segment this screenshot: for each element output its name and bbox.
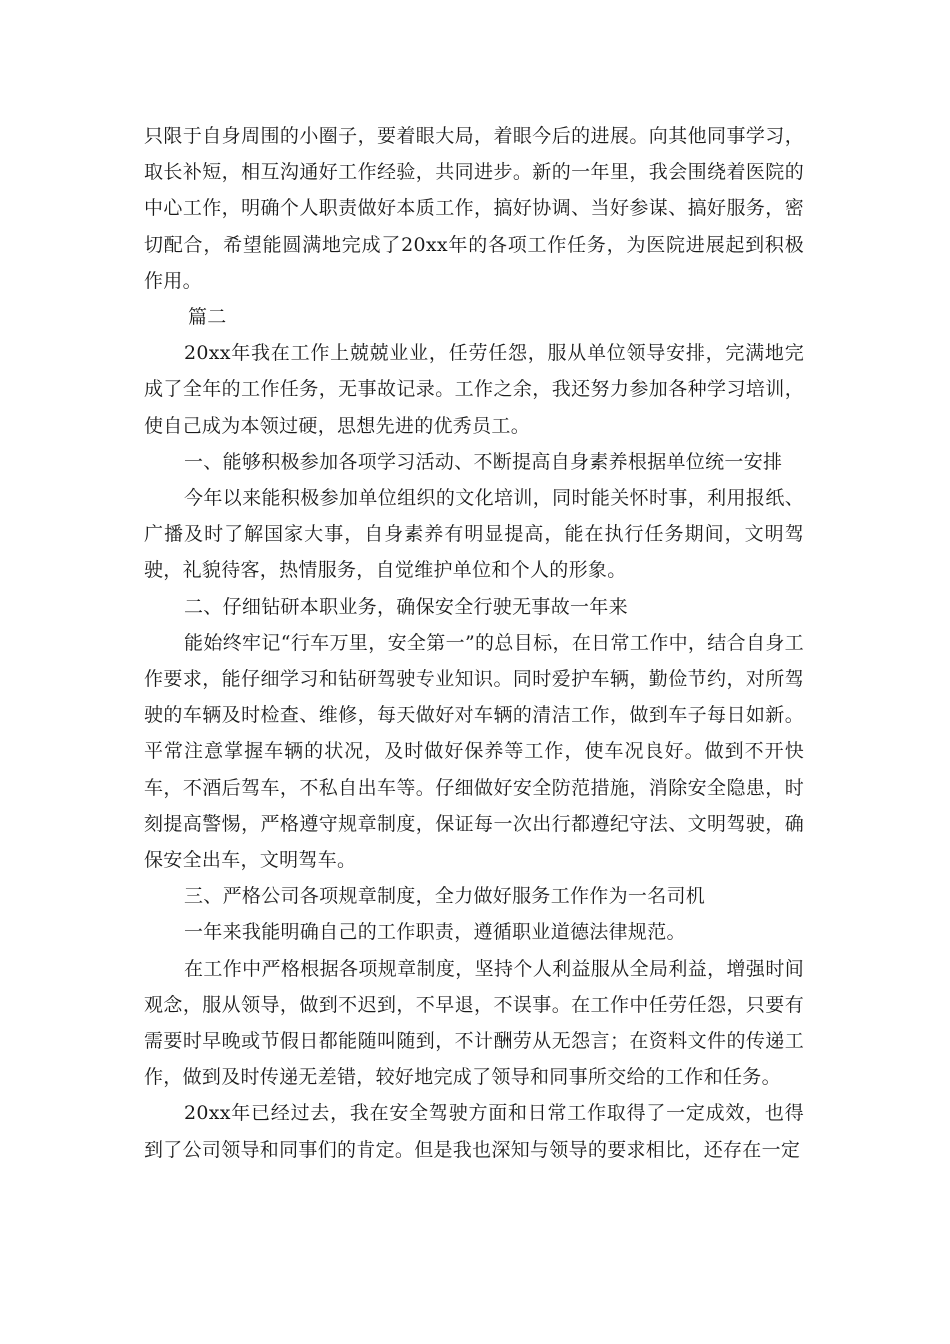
paragraph-safety: 能始终牢记“行车万里，安全第一”的总目标，在日常工作中，结合自身工作要求，能仔细学习和钻研驾驶专业知识。同时爱护车辆，勤俭节约，对所驾驶的车辆及时检查、维修，每天做好对车辆的清洁工作，做到车子每日如新。平常注意掌握车辆的状况，及时做好保养等工作，使车况良好。做到不开快车，不酒后驾车，不私自出车等。仔细做好安全防范措施，消除安全隐患，时刻提高警惕，严格遵守规章制度，保证每一次出行都遵纪守法、文明驾驶，确保安全出车，文明驾车。 <box>144 631 804 872</box>
paragraph-work-conduct: 在工作中严格根据各项规章制度，坚持个人利益服从全局利益，增强时间观念，服从领导，做到不迟到，不早退，不误事。在工作中任劳任怨，只要有需要时早晚或节假日都能随叫随到，不计酬劳从无怨言；在资料文件的传递工作，做到及时传递无差错，较好地完成了领导和同事所交给的工作和任务。 <box>144 957 804 1089</box>
subheading-study: 一、能够积极参加各项学习活动、不断提高自身素养根据单位统一安排 <box>184 450 783 473</box>
paragraph-intro: 20xx年我在工作上兢兢业业，任劳任怨，服从单位领导安排，完满地完成了全年的工作任务，无事故记录。工作之余，我还努力参加各种学习培训，使自己成为本领过硬，思想先进的优秀员工。 <box>144 342 804 437</box>
section-heading-part-two: 篇二 <box>188 306 227 329</box>
paragraph-summary: 20xx年已经过去，我在安全驾驶方面和日常工作取得了一定成效，也得到了公司领导和同事们的肯定。但是我也深知与领导的要求相比，还存在一定 <box>144 1102 804 1161</box>
paragraph-duties: 一年来我能明确自己的工作职责，遵循职业道德法律规范。 <box>184 921 686 944</box>
paragraph-study: 今年以来能积极参加单位组织的文化培训，同时能关怀时事，利用报纸、广播及时了解国家大事，自身素养有明显提高，能在执行任务期间，文明驾驶，礼貌待客，热情服务，自觉维护单位和个人的形象。 <box>144 487 804 582</box>
document-body <box>144 118 804 1168</box>
subheading-safety: 二、仔细钻研本职业务，确保安全行驶无事故一年来 <box>184 595 628 618</box>
subheading-rules: 三、严格公司各项规章制度，全力做好服务工作作为一名司机 <box>184 885 706 908</box>
paragraph-continuation: 只限于自身周围的小圈子，要着眼大局，着眼今后的进展。向其他同事学习，取长补短，相互沟通好工作经验，共同进步。新的一年里，我会围绕着医院的中心工作，明确个人职责做好本质工作，搞好协调、当好参谋、搞好服务，密切配合，希望能圆满地完成了20xx年的各项工作任务，为医院进展起到积极作用。 <box>144 125 804 292</box>
